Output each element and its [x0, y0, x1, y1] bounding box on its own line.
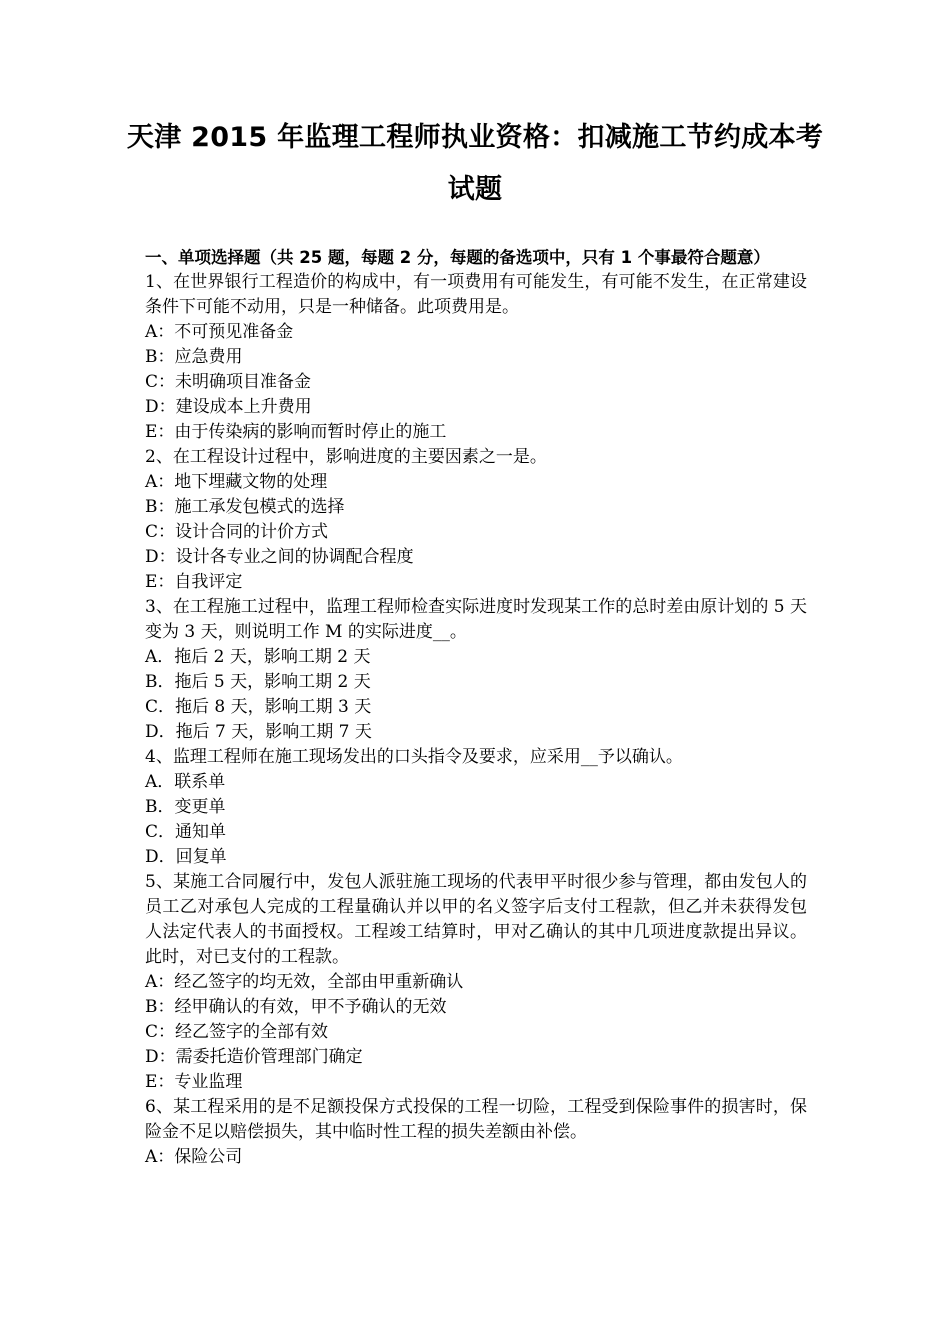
option-b: B：施工承发包模式的选择	[145, 497, 345, 517]
question-stem: 4、监理工程师在施工现场发出的口头指令及要求，应采用__予以确认。	[145, 747, 683, 767]
option-a: A．拖后 2 天，影响工期 2 天	[145, 647, 371, 667]
option-e: E：自我评定	[145, 572, 243, 592]
question-stem: 6、某工程采用的是不足额投保方式投保的工程一切险，工程受到保险事件的损害时，保险金不足以赔偿损失，其中临时性工程的损失差额由补偿。	[145, 1097, 807, 1142]
option-d: D：设计各专业之间的协调配合程度	[145, 547, 414, 567]
option-c: C．通知单	[145, 822, 227, 842]
option-a: A．联系单	[145, 772, 226, 792]
option-b: B．拖后 5 天，影响工期 2 天	[145, 672, 371, 692]
option-c: C．拖后 8 天，影响工期 3 天	[145, 697, 372, 717]
document-body	[145, 245, 807, 1170]
question-stem: 2、在工程设计过程中，影响进度的主要因素之一是。	[145, 447, 547, 467]
option-a: A：经乙签字的均无效，全部由甲重新确认	[145, 972, 464, 992]
option-b: B：经甲确认的有效，甲不予确认的无效	[145, 997, 447, 1017]
question-2	[145, 445, 807, 595]
option-b: B：应急费用	[145, 347, 243, 367]
question-stem: 3、在工程施工过程中，监理工程师检查实际进度时发现某工作的总时差由原计划的 5 天变为 3 天，则说明工作 M 的实际进度__。	[145, 597, 807, 642]
option-c: C：经乙签字的全部有效	[145, 1022, 329, 1042]
question-3	[145, 595, 807, 745]
option-d: D．回复单	[145, 847, 227, 867]
option-c: C：设计合同的计价方式	[145, 522, 329, 542]
question-6	[145, 1095, 807, 1170]
option-c: C：未明确项目准备金	[145, 372, 312, 392]
question-5	[145, 870, 807, 1095]
question-1	[145, 270, 807, 445]
option-a: A：保险公司	[145, 1147, 243, 1167]
option-e: E：专业监理	[145, 1072, 243, 1092]
section-heading: 一、单项选择题（共 25 题，每题 2 分，每题的备选项中，只有 1 个事最符合题意）	[145, 248, 770, 267]
option-a: A：不可预见准备金	[145, 322, 294, 342]
option-a: A：地下埋藏文物的处理	[145, 472, 328, 492]
option-d: D．拖后 7 天，影响工期 7 天	[145, 722, 372, 742]
question-4	[145, 745, 807, 870]
option-b: B．变更单	[145, 797, 226, 817]
question-stem: 5、某施工合同履行中，发包人派驻施工现场的代表甲平时很少参与管理，都由发包人的员工乙对承包人完成的工程量确认并以甲的名义签字后支付工程款，但乙并未获得发包人法定代表人的书面授权。工程竣工结算时，甲对乙确认的其中几项进度款提出异议。此时，对已支付的工程款。	[145, 872, 807, 967]
document-title: 天津 2015 年监理工程师执业资格：扣减施工节约成本考试题	[126, 122, 824, 205]
question-stem: 1、在世界银行工程造价的构成中，有一项费用有可能发生，有可能不发生，在正常建设条件下可能不动用，只是一种储备。此项费用是。	[145, 272, 807, 317]
option-d: D：建设成本上升费用	[145, 397, 312, 417]
option-d: D：需委托造价管理部门确定	[145, 1047, 363, 1067]
option-e: E：由于传染病的影响而暂时停止的施工	[145, 422, 447, 442]
